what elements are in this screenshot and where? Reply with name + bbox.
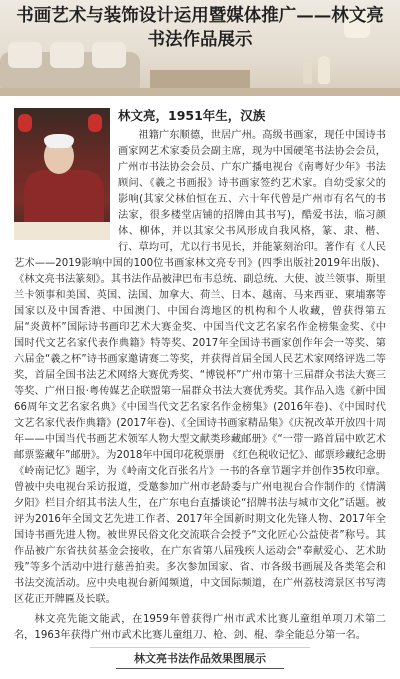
paper-graphic <box>14 222 110 240</box>
title-line-1: 书画艺术与装饰设计运用暨媒体推广——林文亮 <box>16 6 384 26</box>
figure-hair <box>44 134 74 148</box>
shelf-graphic <box>150 70 250 88</box>
lantern-graphic <box>88 114 102 132</box>
footer-underline <box>116 668 284 669</box>
bio-paragraph: 祖籍广东顺德，世居广州。高级书画家，现任中国诗书画家网艺术家委员会副主席，现为中国硬笔书法协会会员，广州市书法协会会员、广东广播电视台《南粤好少年》书法顾问、《羲之书画报》诗书画家签约艺术家。自幼受家父的影响(其家父林伯恒在五、六十年代曾是广州市有名气的书法家，很多楼堂店铺的招牌由其书写)，酷爱书法，临习颜体、柳体，并以其家父书风形成自我风格，篆、隶、楷、行、草均可，尤以行书见长，并能篆刻治印。著作有《人民艺术——2019影响中国的100位书画家林文亮专刊》(四季出版社2019年出版)、《林文亮书法篆刻》。其书法作品被津巴布韦总统、副总统、大使、波兰领事、斯里兰卡领事和美国、英国、法国、加拿大、荷兰、日本、越南、马来西亚、柬埔寨等国家以及中国香港、中国澳门、中国台湾地区的机构和个人收藏，曾获得第五届“炎黄杯”国际诗书画印艺术大赛金奖、中国当代文艺名家名作金榜集金奖、《中国时代文艺名家代表作典籍》特等奖、2017年全国诗书画家创作年会一等奖、第六届金“羲之杯”诗书画家邀请赛二等奖，并获得首届全国人民艺术家网络评选二等奖，首届全国书法艺术网络大赛优秀奖、“博锐杯”广州市第十三届群众书法大赛三等奖、广州日报·粤传媒艺企联盟第一届群众书法大赛优秀奖。其作品入选《新中国66周年文艺名家名典》《中国当代文艺名家名作金榜集》(2016年卷)、《中国时代文艺名家代表作典籍》(2017年卷)、《全国诗书画家精品集》《庆祝改革开放四十周年——中国当代书画艺术领军人物大型文献类珍藏邮册》《“一带一路首届中欧艺术邮票鉴藏年”邮册》。为2018年中国印花税票册 《红色税收记忆》、邮票珍藏纪念册《岭南记忆》题字，为《岭南文化百张名片》一书的各章节题字并创作35枚印章。曾被中央电视台采访报道，受邀参加广州市老龄委与广州电视台合作制作的《情满夕阳》栏目介绍其书法人生，在广东电台直播谈论“招牌书法与城市文化”话题。被评为2016年全国文艺先进工作者、2017年全国新时期文化先锋人物、2017年全国诗书画先进人物。被世界民俗文化交流联合会授予“文化匠心公益使者”称号。其作品被广东省扶贫基金会接收，在广东省第八届残疾人运动会“奉献爱心、艺术助残”等多个活动中进行慈善拍卖。多次参加国家、省、市各级书画展及各类笔会和书法交流活动。应中央电视台新闻频道，中文国际频道，在广州荔枝湾景区书写湾区花正开牌匾及长联。 <box>14 130 386 605</box>
article-body <box>0 96 400 644</box>
vase-graphic <box>318 56 330 84</box>
footer-caption <box>0 641 400 679</box>
page-title <box>0 4 400 52</box>
bio-paragraph-2: 林文亮先能文能武，在1959年曾获得广州市武术比赛儿童组单项刀术第二名，1963年获得广州市武术比赛儿童组刀、枪、剑、棍、拳全能总分第一名。 <box>14 614 386 641</box>
floor-graphic <box>0 88 400 96</box>
title-line-2: 书法作品展示 <box>147 30 253 50</box>
artist-name-heading: 林文亮，1951年生，汉族 <box>118 108 266 123</box>
lantern-graphic <box>18 114 32 132</box>
artist-photo <box>14 108 110 240</box>
header-banner <box>0 0 400 96</box>
sofa-graphic <box>0 52 140 88</box>
footer-label: 林文亮书法作品效果图展示 <box>134 652 266 665</box>
divider <box>90 647 310 648</box>
vase-graphic <box>303 62 312 84</box>
